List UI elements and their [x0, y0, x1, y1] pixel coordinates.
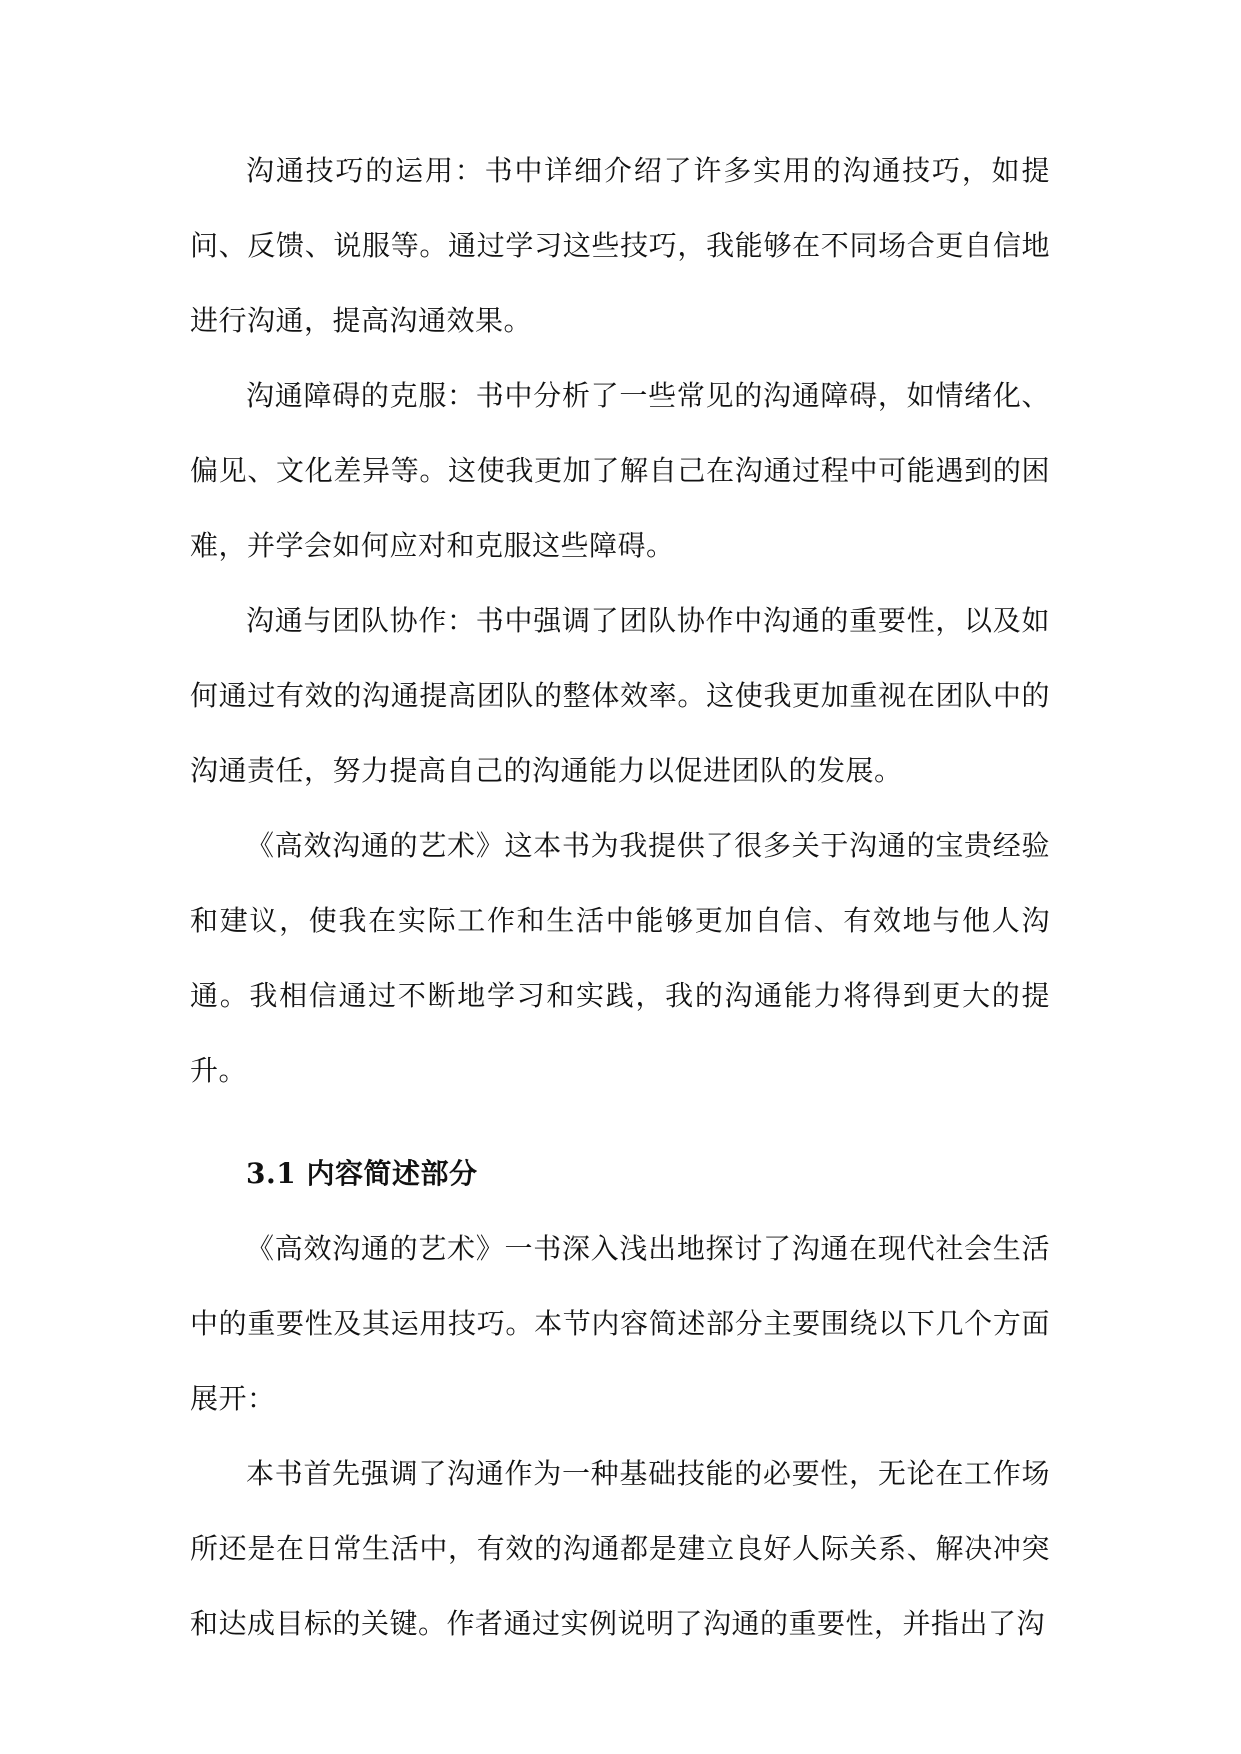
- paragraph-communication-skills: 沟通技巧的运用：书中详细介绍了许多实用的沟通技巧，如提问、反馈、说服等。通过学习这些技巧，我能够在不同场合更自信地进行沟通，提高沟通效果。: [190, 154, 1050, 337]
- paragraph-book-summary: 《高效沟通的艺术》这本书为我提供了很多关于沟通的宝贵经验和建议，使我在实际工作和生活中能够更加自信、有效地与他人沟通。我相信通过不断地学习和实践，我的沟通能力将得到更大的提升。: [190, 829, 1050, 1087]
- paragraph-communication-barriers: 沟通障碍的克服：书中分析了一些常见的沟通障碍，如情绪化、偏见、文化差异等。这使我更加了解自己在沟通过程中可能遇到的困难，并学会如何应对和克服这些障碍。: [190, 379, 1050, 562]
- page-content: [190, 133, 1050, 1661]
- section-heading: 3.1 内容简述部分: [246, 1157, 478, 1190]
- paragraph-team-collaboration: 沟通与团队协作：书中强调了团队协作中沟通的重要性，以及如何通过有效的沟通提高团队的整体效率。这使我更加重视在团队中的沟通责任，努力提高自己的沟通能力以促进团队的发展。: [190, 604, 1050, 787]
- paragraph-section-intro: 《高效沟通的艺术》一书深入浅出地探讨了沟通在现代社会生活中的重要性及其运用技巧。本节内容简述部分主要围绕以下几个方面展开：: [190, 1232, 1050, 1415]
- paragraph-section-body: 本书首先强调了沟通作为一种基础技能的必要性，无论在工作场所还是在日常生活中，有效的沟通都是建立良好人际关系、解决冲突和达成目标的关键。作者通过实例说明了沟通的重要性，并指出了沟: [190, 1457, 1050, 1640]
